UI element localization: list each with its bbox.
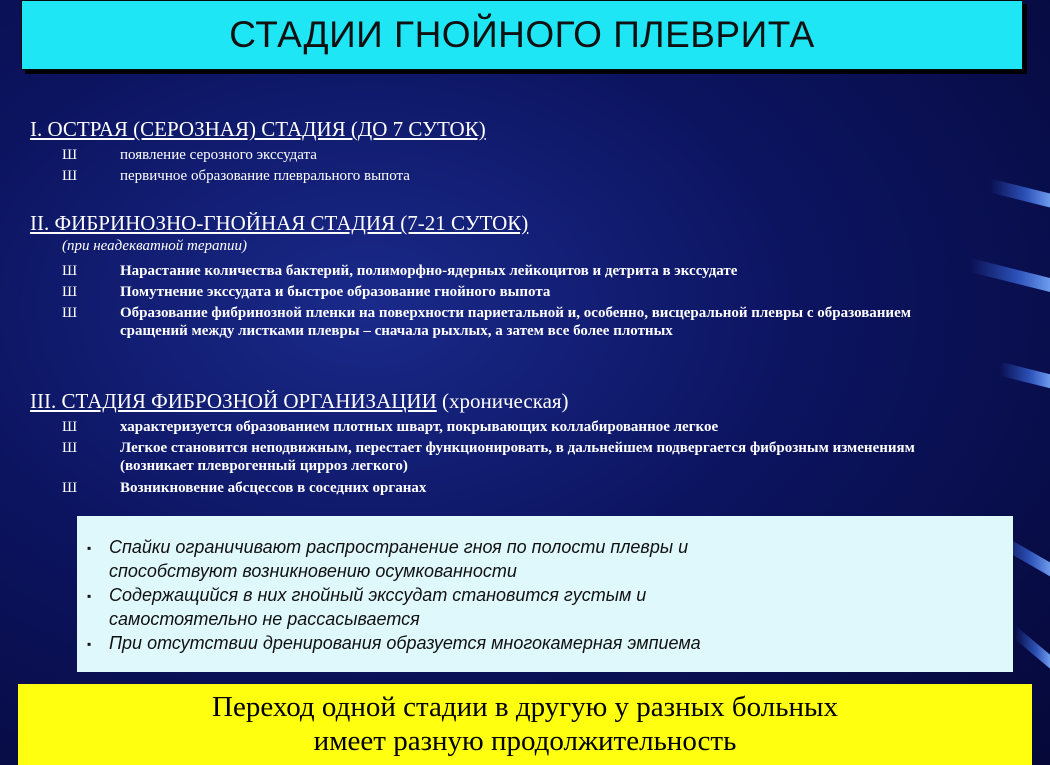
bullet-marker: Ш bbox=[62, 168, 78, 184]
footer-box bbox=[18, 684, 1032, 765]
decorative-streak bbox=[1000, 362, 1050, 388]
stage-1-bullet bbox=[62, 146, 1022, 164]
stage-3-heading-wrap bbox=[30, 389, 569, 414]
info-box bbox=[77, 516, 1013, 672]
info-item bbox=[87, 631, 1003, 656]
stage-2-note: (при неадекватной терапии) bbox=[62, 238, 248, 254]
stage-2-bullet bbox=[62, 304, 962, 340]
square-bullet-icon: ▪ bbox=[87, 589, 92, 603]
square-bullet-icon: ▪ bbox=[87, 637, 92, 651]
bullet-marker: Ш bbox=[62, 147, 78, 163]
stage-3-heading-suffix: (хроническая) bbox=[442, 389, 569, 413]
stage-2-bullet bbox=[62, 262, 1022, 280]
stage-1-heading: I. ОСТРАЯ (СЕРОЗНАЯ) СТАДИЯ (ДО 7 СУТОК) bbox=[30, 117, 486, 141]
bullet-marker: Ш bbox=[62, 263, 78, 279]
stage-3-bullet bbox=[62, 418, 1022, 436]
page-title: СТАДИИ ГНОЙНОГО ПЛЕВРИТА bbox=[229, 14, 815, 55]
info-item-text: При отсутствии дренирования образуется многокамерная эмпиема bbox=[109, 633, 701, 653]
footer-line-2: имеет разную продолжительность bbox=[313, 725, 737, 757]
bullet-marker: Ш bbox=[62, 284, 78, 300]
bullet-text: Помутнение экссудата и быстрое образование гнойного выпота bbox=[120, 284, 551, 300]
square-bullet-icon: ▪ bbox=[87, 541, 92, 555]
info-item-text: Спайки ограничивают распространение гноя по полости плевры и способствуют возникновению осумкованности bbox=[109, 537, 689, 581]
stage-2-heading: II. ФИБРИНОЗНО-ГНОЙНАЯ СТАДИЯ (7-21 СУТОК) bbox=[30, 211, 529, 235]
stage-2-bullet bbox=[62, 283, 1022, 301]
bullet-text: появление серозного экссудата bbox=[120, 147, 317, 163]
decorative-streak bbox=[1015, 625, 1050, 668]
footer-line-1: Переход одной стадии в другую у разных больных bbox=[212, 691, 838, 723]
bullet-text: Нарастание количества бактерий, полиморфно-ядерных лейкоцитов и детрита в экссудате bbox=[120, 263, 738, 279]
bullet-text: первичное образование плеврального выпота bbox=[120, 168, 410, 184]
bullet-text: Легкое становится неподвижным, перестает функционировать, в дальнейшем подвергается фиброзным изменениям (возникает плеврогенный цирроз легкого) bbox=[120, 440, 915, 474]
stage-3-heading: III. СТАДИЯ ФИБРОЗНОЙ ОРГАНИЗАЦИИ bbox=[30, 389, 437, 413]
bullet-marker: Ш bbox=[62, 419, 78, 435]
bullet-marker: Ш bbox=[62, 440, 78, 456]
bullet-marker: Ш bbox=[62, 480, 78, 496]
bullet-text: Образование фибринозной пленки на поверхности париетальной и, особенно, висцеральной плевры с образованием сращений между листками плевры – сначала рыхлых, а затем все более плотных bbox=[120, 305, 911, 339]
title-box bbox=[21, 0, 1023, 70]
bullet-marker: Ш bbox=[62, 305, 78, 321]
stage-3-bullet bbox=[62, 439, 982, 475]
bullet-text: Возникновение абсцессов в соседних органах bbox=[120, 480, 427, 496]
info-item-text: Содержащийся в них гнойный экссудат становится густым и самостоятельно не рассасывается bbox=[109, 585, 647, 629]
stage-3-bullet bbox=[62, 479, 1022, 497]
stage-1-bullet bbox=[62, 167, 1022, 185]
info-item bbox=[87, 583, 1003, 631]
info-item bbox=[87, 535, 1003, 583]
bullet-text: характеризуется образованием плотных шварт, покрывающих коллабированное легкое bbox=[120, 419, 719, 435]
